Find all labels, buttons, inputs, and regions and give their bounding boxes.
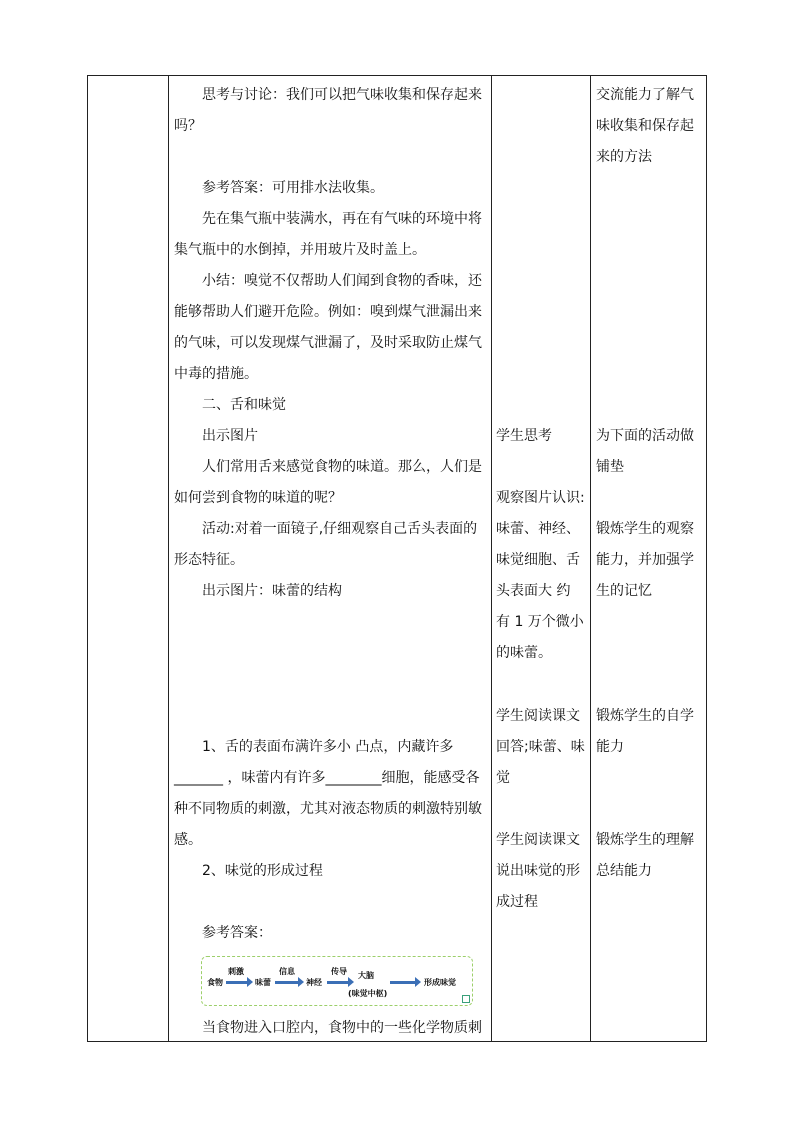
flow-node-nerve: 神经 xyxy=(306,978,322,987)
discussion-question-cont: 吗？ xyxy=(174,118,202,134)
flow-node-food: 食物 xyxy=(207,978,223,987)
taste-question: 人们常用舌来感觉食物的味道。那么，人们是 xyxy=(202,459,482,475)
intent-text: 生的记忆 xyxy=(596,583,652,599)
student-think: 学生思考 xyxy=(496,428,552,444)
fill-blank-question-cont: _______ ，味蕾内有许多________细胞，能感受各 xyxy=(174,770,480,786)
taste-formation-question: 2、味觉的形成过程 xyxy=(202,863,323,879)
intent-text: 锻炼学生的理解 xyxy=(596,832,694,848)
method-text: 先在集气瓶中装满水，再在有气味的环境中将 xyxy=(202,211,482,227)
intent-text: 锻炼学生的自学 xyxy=(596,708,694,724)
flow-node-taste-center: (味觉中枢) xyxy=(348,989,388,998)
observe-text: 观察图片认识: xyxy=(496,490,585,506)
taste-question-cont: 如何尝到食物的味道的呢？ xyxy=(174,490,342,506)
read-answer-text: 学生阅读课文 xyxy=(496,708,580,724)
activity-text: 活动:对着一面镜子,仔细观察自己舌头表面的 xyxy=(202,521,478,537)
intent-text: 味收集和保存起 xyxy=(596,118,694,134)
observe-text: 味觉细胞、舌 xyxy=(496,552,580,568)
flow-arrow xyxy=(275,981,299,984)
intent-text: 锻炼学生的观察 xyxy=(596,521,694,537)
flow-node-brain: 大脑 xyxy=(358,971,374,980)
flow-arrow xyxy=(226,981,248,984)
flow-arrow xyxy=(327,981,349,984)
reference-answer: 参考答案：可用排水法收集。 xyxy=(202,180,384,196)
summary-text: 小结：嗅觉不仅帮助人们闻到食物的香味，还 xyxy=(202,273,482,289)
fill-blank-question-cont: 种不同物质的刺激，尤其对液态物质的刺激特别敏 xyxy=(174,801,482,817)
intent-text: 总结能力 xyxy=(596,863,652,879)
observe-text: 的味蕾。 xyxy=(496,645,552,661)
observe-text: 头表面大 约 xyxy=(496,583,571,599)
activity-text-cont: 形态特征。 xyxy=(174,552,244,568)
flow-node-taste-bud: 味蕾 xyxy=(255,978,271,987)
read-answer-text: 觉 xyxy=(496,770,510,786)
summary-text-cont: 中毒的措施。 xyxy=(174,366,258,382)
flow-label-conduct: 传导 xyxy=(331,967,347,976)
column-divider xyxy=(168,76,169,1041)
show-picture-taste-bud: 出示图片：味蕾的结构 xyxy=(202,583,342,599)
show-picture: 出示图片 xyxy=(202,428,258,444)
reference-answer-2: 参考答案： xyxy=(202,925,272,941)
flow-arrow xyxy=(390,981,416,984)
method-text-cont: 集气瓶中的水倒掉，并用玻片及时盖上。 xyxy=(174,242,426,258)
read-explain-text: 学生阅读课文 xyxy=(496,832,580,848)
image-corner-mark xyxy=(462,995,470,1003)
observe-text: 有 1 万个微小 xyxy=(496,614,584,630)
final-text: 当食物进入口腔内，食物中的一些化学物质刺 xyxy=(202,1020,482,1036)
column-divider xyxy=(590,76,591,1041)
intent-text: 铺垫 xyxy=(596,459,624,475)
column-divider xyxy=(491,76,492,1041)
discussion-question: 思考与讨论：我们可以把气味收集和保存起来 xyxy=(202,87,482,103)
intent-text: 来的方法 xyxy=(596,149,652,165)
lesson-table xyxy=(87,75,707,1042)
intent-text: 能力 xyxy=(596,739,624,755)
section-heading: 二、舌和味觉 xyxy=(202,397,286,413)
observe-text: 味蕾、神经、 xyxy=(496,521,580,537)
summary-text-cont: 的气味，可以发现煤气泄漏了，及时采取防止煤气 xyxy=(174,335,482,351)
fill-blank-question-cont: 感。 xyxy=(174,832,202,848)
fill-blank-question: 1、舌的表面布满许多小 凸点，内藏许多 xyxy=(202,739,454,755)
flow-node-result: 形成味觉 xyxy=(424,978,456,987)
read-answer-text: 回答;味蕾、味 xyxy=(496,739,585,755)
flow-label-info: 信息 xyxy=(279,967,295,976)
flow-label-stimulus: 刺激 xyxy=(228,967,244,976)
intent-text: 为下面的活动做 xyxy=(596,428,694,444)
taste-flow-diagram xyxy=(201,956,473,1006)
read-explain-text: 说出味觉的形 xyxy=(496,863,580,879)
intent-text: 能力，并加强学 xyxy=(596,552,694,568)
read-explain-text: 成过程 xyxy=(496,894,538,910)
intent-text: 交流能力了解气 xyxy=(596,87,694,103)
summary-text-cont: 能够帮助人们避开危险。例如：嗅到煤气泄漏出来 xyxy=(174,304,482,320)
